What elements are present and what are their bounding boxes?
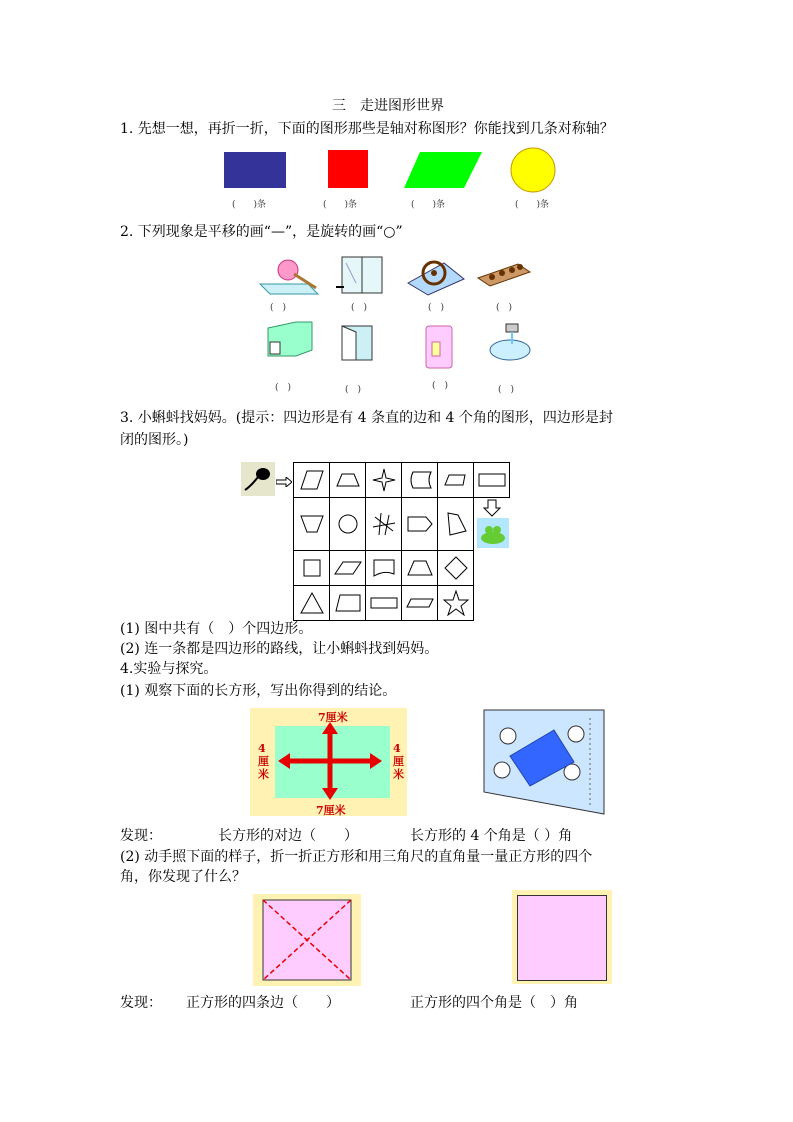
blank-4[interactable]: ( )条 <box>515 200 550 210</box>
red-square-shape <box>328 150 368 188</box>
right-width-label: 4厘米 <box>393 742 404 781</box>
shape-maze-grid <box>293 462 510 621</box>
question-1-text: 1. 先想一想，再折一折，下面的图形那些是轴对称图形？你能找到几条对称轴？ <box>120 121 614 137</box>
blank-9[interactable]: ( ) <box>275 383 292 393</box>
maze-cell[interactable] <box>438 498 474 551</box>
finding-1-corners: 长方形的 4 个角是（ ）角 <box>410 828 573 844</box>
arrow-right-icon <box>276 477 292 487</box>
finding-1-opposite-sides: 长方形的对边（ ） <box>218 828 358 844</box>
question-3-sub-2: (2) 连一条都是四边形的路线，让小蝌蚪找到妈妈。 <box>120 641 439 657</box>
blank-1[interactable]: ( )条 <box>232 200 267 210</box>
maze-cell[interactable] <box>330 498 366 551</box>
maze-cell[interactable] <box>294 550 330 585</box>
green-parallelogram-shape <box>404 152 482 188</box>
blank-11[interactable]: ( ) <box>432 381 449 391</box>
yellow-circle-shape <box>511 148 555 192</box>
faucet-basin-picture <box>486 320 536 364</box>
maze-cell[interactable] <box>366 585 402 620</box>
blank-8[interactable]: ( ) <box>496 303 513 313</box>
empty-cell <box>474 585 510 620</box>
maze-cell[interactable] <box>330 463 366 498</box>
ruler-rectangle-picture <box>480 708 606 816</box>
maze-cell[interactable] <box>402 463 438 498</box>
pink-square <box>517 895 607 981</box>
question-3-line-1: 3. 小蝌蚪找妈妈。(提示：四边形是有 4 条直的边和 4 个角的图形，四边形是封 <box>120 410 613 426</box>
maze-cell[interactable] <box>438 463 474 498</box>
sliding-window-picture <box>336 253 386 297</box>
rectangle-diagram <box>250 708 407 816</box>
maze-cell[interactable] <box>402 498 438 551</box>
page-title: 三 走进图形世界 <box>332 98 444 114</box>
maze-cell-mother-frog[interactable] <box>474 498 510 551</box>
maze-cell[interactable] <box>366 550 402 585</box>
bottom-length-label: 7厘米 <box>316 804 346 817</box>
navy-rectangle-shape <box>224 152 286 188</box>
maze-cell[interactable] <box>366 463 402 498</box>
question-4-heading: 4.实验与探究。 <box>120 661 218 677</box>
maze-cell[interactable] <box>330 550 366 585</box>
symmetry-shapes <box>220 146 565 194</box>
question-4-sub-1: (1) 观察下面的长方形，写出你得到的结论。 <box>120 683 397 699</box>
blank-6[interactable]: ( ) <box>351 303 368 313</box>
square-diagram <box>512 890 612 984</box>
blank-2[interactable]: ( )条 <box>323 200 358 210</box>
question-4-sub-2-line-1: (2) 动手照下面的样子，折一折正方形和用三角尺的直角量一量正方形的四个 <box>120 849 593 865</box>
maze-cell[interactable] <box>330 585 366 620</box>
drawer-picture <box>266 320 314 362</box>
blank-7[interactable]: ( ) <box>428 303 445 313</box>
blank-3[interactable]: ( )条 <box>411 200 446 210</box>
question-3-line-2: 闭的图形。) <box>120 432 189 448</box>
maze-cell[interactable] <box>366 498 402 551</box>
question-3-sub-1: (1) 图中共有（ ）个四边形。 <box>120 621 313 637</box>
frog-mother-picture <box>475 498 509 550</box>
finding-2-label: 发现： <box>120 995 162 1011</box>
tadpole-picture <box>241 462 275 496</box>
empty-cell <box>474 550 510 585</box>
abacus-picture <box>474 260 534 290</box>
steering-wheel-picture <box>404 253 466 297</box>
blank-5[interactable]: ( ) <box>270 303 287 313</box>
door-picture <box>334 320 380 364</box>
pencil-sharpener-picture <box>258 254 320 296</box>
fridge-picture <box>418 322 460 372</box>
maze-cell[interactable] <box>402 550 438 585</box>
left-width-label: 4厘米 <box>258 742 269 781</box>
folded-square-diagram <box>253 894 361 986</box>
top-length-label: 7厘米 <box>318 711 348 724</box>
finding-2-sides: 正方形的四条边（ ） <box>186 995 340 1011</box>
question-2-text: 2. 下列现象是平移的画“—”，是旋转的画“○” <box>120 224 403 240</box>
blank-12[interactable]: ( ) <box>498 385 515 395</box>
finding-2-corners: 正方形的四个角是（ ）角 <box>410 995 578 1011</box>
maze-cell[interactable] <box>294 463 330 498</box>
maze-cell[interactable] <box>402 585 438 620</box>
finding-1-label: 发现： <box>120 828 162 844</box>
maze-cell[interactable] <box>438 550 474 585</box>
question-4-sub-2-line-2: 角，你发现了什么？ <box>120 869 246 885</box>
maze-cell[interactable] <box>474 463 510 498</box>
maze-cell[interactable] <box>294 585 330 620</box>
maze-cell[interactable] <box>294 498 330 551</box>
maze-cell[interactable] <box>438 585 474 620</box>
blank-10[interactable]: ( ) <box>345 385 362 395</box>
